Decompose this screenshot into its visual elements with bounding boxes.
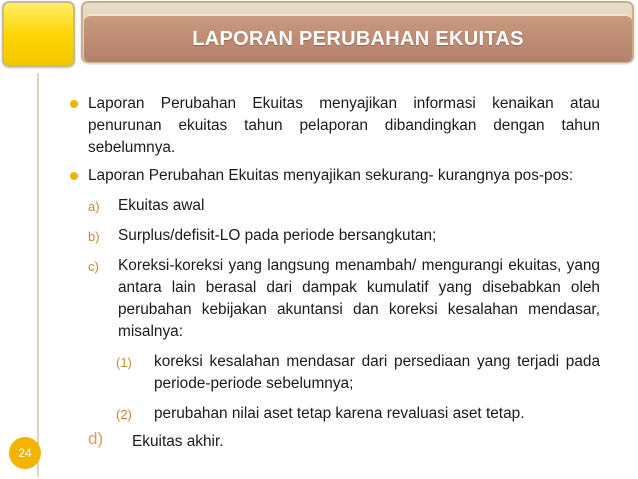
bullet-text: Laporan Perubahan Ekuitas menyajikan sekurang- kurangnya pos-pos:: [88, 167, 574, 184]
list-text: Surplus/defisit-LO pada periode bersangkutan;: [118, 227, 437, 244]
list-marker: b): [88, 229, 100, 244]
page-number-badge: [9, 437, 41, 469]
page-number: 24: [18, 446, 32, 460]
list-item: [68, 225, 600, 247]
list-item: [68, 255, 600, 343]
sublist-text: koreksi kesalahan mendasar dari persediaan yang terjadi pada periode-periode sebelumnya;: [154, 353, 600, 392]
bullet-item: [68, 93, 600, 159]
list-marker: a): [88, 199, 100, 214]
sublist-item: [68, 403, 600, 425]
list-marker: c): [88, 259, 99, 274]
list-marker: d): [88, 429, 104, 448]
bullet-dot-icon: [70, 100, 78, 108]
left-divider: [37, 73, 39, 477]
bullet-dot-icon: [70, 172, 78, 180]
decorative-yellow-square: [2, 1, 75, 67]
sublist-text: perubahan nilai aset tetap karena revaluasi aset tetap.: [154, 405, 525, 422]
list-item: [68, 195, 600, 217]
list-item: [68, 431, 600, 453]
list-text: Koreksi-koreksi yang langsung menambah/ mengurangi ekuitas, yang antara lain berasal dari dampak kumulatif yang disebabkan oleh perubahan kebijakan akuntansi dan koreksi kesalahan mendasar, misalnya:: [118, 257, 600, 340]
list-text: Ekuitas awal: [118, 197, 205, 214]
slide-title: LAPORAN PERUBAHAN EKUITAS: [192, 27, 524, 50]
list-text: Ekuitas akhir.: [132, 433, 224, 450]
title-banner: [84, 14, 632, 62]
bullet-text: Laporan Perubahan Ekuitas menyajikan informasi kenaikan atau penurunan ekuitas tahun pelaporan dibandingkan dengan tahun sebelumnya.: [88, 95, 600, 156]
slide-content: [68, 93, 600, 453]
sublist-marker: (2): [116, 407, 132, 422]
sublist-item: [68, 351, 600, 395]
sublist-marker: (1): [116, 355, 132, 370]
bullet-item: [68, 165, 600, 187]
